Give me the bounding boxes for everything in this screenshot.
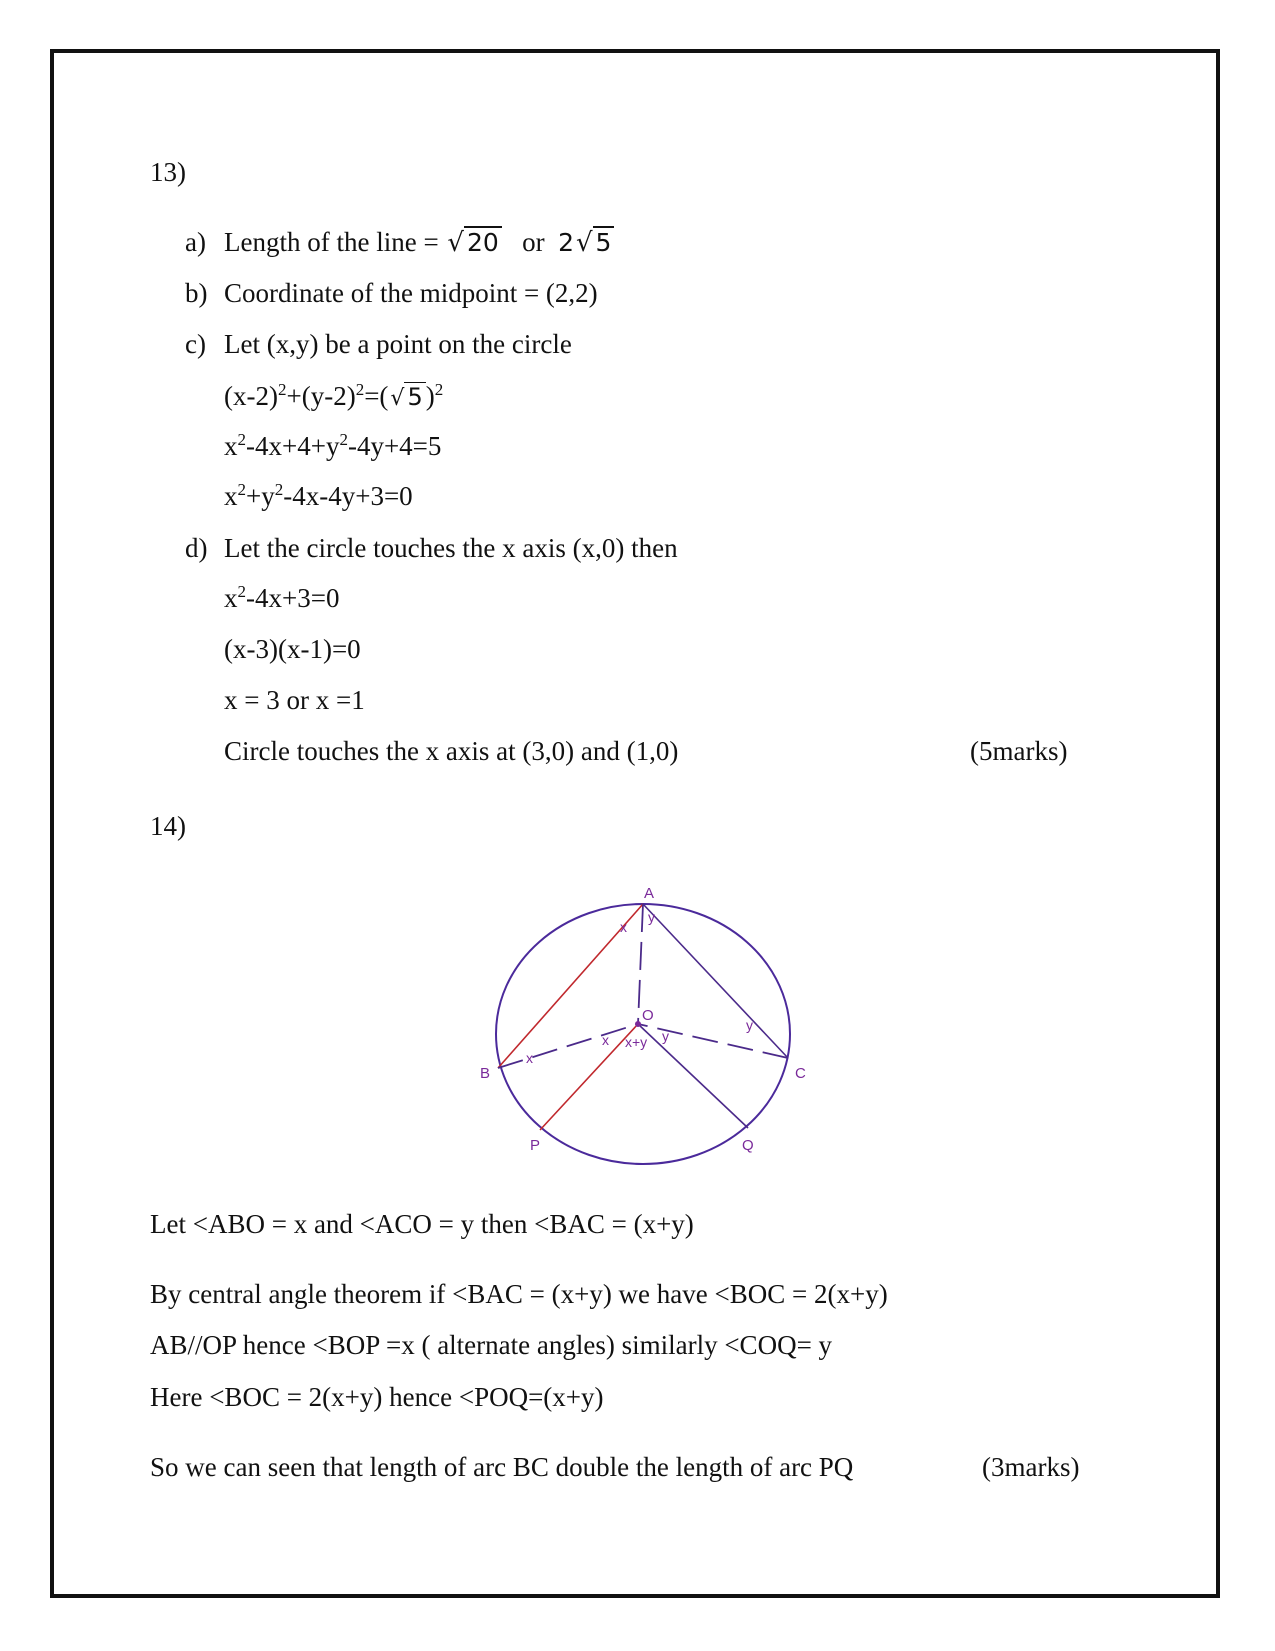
sqrt-5-small: √ 5 xyxy=(388,380,425,415)
q13c-equation-3: $x^2+y^2-4x-4y+3=0$ xyxy=(224,480,413,511)
q13d-conclusion: Circle touches the x axis at (3,0) and (1,0) xyxy=(224,736,679,766)
q14-marks: (3marks) xyxy=(982,1452,1080,1482)
q13-marks: (5marks) xyxy=(970,736,1068,766)
angle-label-xy-at-o: x+y xyxy=(625,1034,648,1050)
q14-line-1: Let <ABO = x and <ACO = y then <BAC = (x+y) xyxy=(150,1209,694,1239)
q13d-equation-1: $x^2-4x+3=0$ xyxy=(224,582,340,613)
q14-line-3: AB//OP hence <BOP =x ( alternate angles) similarly <COQ= y xyxy=(150,1330,833,1360)
angle-label-y-at-o: y xyxy=(662,1028,669,1044)
angle-label-x-at-b: x xyxy=(526,1050,533,1066)
segment-ao xyxy=(638,904,643,1024)
point-label-p: P xyxy=(530,1137,541,1154)
q14-line-5: So we can seen that length of arc BC double the length of arc PQ xyxy=(150,1452,854,1482)
q13d-text: Let the circle touches the x axis (x,0) then xyxy=(224,533,678,563)
circle-diagram xyxy=(470,870,830,1170)
q13c-equation-2: $x^2-4x+4+y^2-4y+4=5$ xyxy=(224,430,442,461)
q13c-label: c) xyxy=(185,329,206,359)
angle-label-y-at-c: y xyxy=(746,1017,753,1033)
q13-number: 13) xyxy=(150,157,186,187)
segment-co xyxy=(638,1024,788,1058)
q13b-label: b) xyxy=(185,278,208,308)
q13d-equation-2: (x-3)(x-1)=0 xyxy=(224,634,361,664)
q13a-label: a) xyxy=(185,227,206,257)
q13c-equation-1: $(x-2)^2+(y-2)^2=(√$ 5 )$^2$ xyxy=(224,380,443,415)
q13a-text: Length of the line = xyxy=(224,227,446,257)
angle-label-x-at-o: x xyxy=(602,1032,609,1048)
q13a-line xyxy=(224,226,614,259)
q14-number: 14) xyxy=(150,811,186,841)
sqrt-20: √ 20 xyxy=(445,226,501,259)
segment-oq xyxy=(638,1024,748,1128)
sqrt-5: √ 5 xyxy=(574,226,614,259)
point-label-q: Q xyxy=(742,1137,754,1154)
center-point xyxy=(635,1021,641,1027)
angle-label-y-at-a: y xyxy=(648,909,655,925)
q13b-text: Coordinate of the midpoint = (2,2) xyxy=(224,278,598,308)
q14-line-4: Here <BOC = 2(x+y) hence <POQ=(x+y) xyxy=(150,1382,604,1412)
q13d-equation-3: x = 3 or x =1 xyxy=(224,685,365,715)
q13d-label: d) xyxy=(185,533,208,563)
q13c-text: Let (x,y) be a point on the circle xyxy=(224,329,572,359)
point-label-c: C xyxy=(795,1065,806,1082)
point-label-o: O xyxy=(642,1007,654,1024)
point-label-a: A xyxy=(644,885,655,902)
angle-label-x-at-a: x xyxy=(620,919,627,935)
q13a-coef: 2 xyxy=(558,228,574,257)
point-label-b: B xyxy=(480,1065,491,1082)
q13a-or: or xyxy=(522,227,545,257)
q14-line-2: By central angle theorem if <BAC = (x+y) we have <BOC = 2(x+y) xyxy=(150,1279,888,1309)
